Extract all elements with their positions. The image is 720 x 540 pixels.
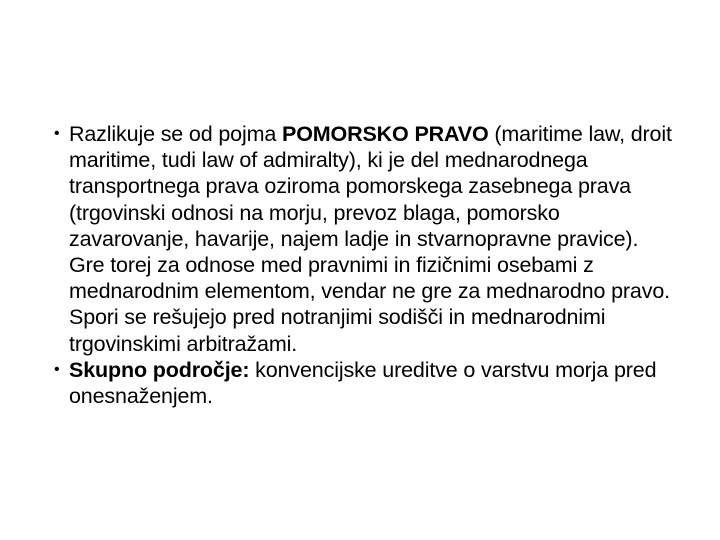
bullet-bold-term: POMORSKO PRAVO bbox=[282, 122, 489, 146]
bullet-bold-term: Skupno področje: bbox=[69, 357, 250, 382]
bullet-lead-text: Razlikuje se od pojma bbox=[69, 122, 283, 146]
bullet-body-text: konvencijske ureditve o varstvu morja pred onesnaženjem. bbox=[69, 357, 657, 409]
bullet-marker: • bbox=[54, 125, 60, 142]
bullet-list bbox=[54, 121, 674, 409]
bullet-item-common-area bbox=[54, 357, 674, 409]
bullet-item-maritime-law bbox=[54, 121, 674, 357]
bullet-marker: • bbox=[54, 360, 60, 378]
bullet-body-text: (maritime law, droit maritime, tudi law of admiralty), ki je del mednarodnega transportnega prava oziroma pomorskega zasebnega prava (trgovinski odnosi na morju, prevoz blaga, pomorsko zavarovanje, havarije, najem ladje in stvarnopravne pravice). Gre torej za odnose med pravnimi in fizičnimi osebami z mednarodnim elementom, vendar ne gre za mednarodno pravo. Spori se rešujejo pred notranjimi sodišči in mednarodnimi trgovinskimi arbitražami. bbox=[69, 122, 672, 356]
